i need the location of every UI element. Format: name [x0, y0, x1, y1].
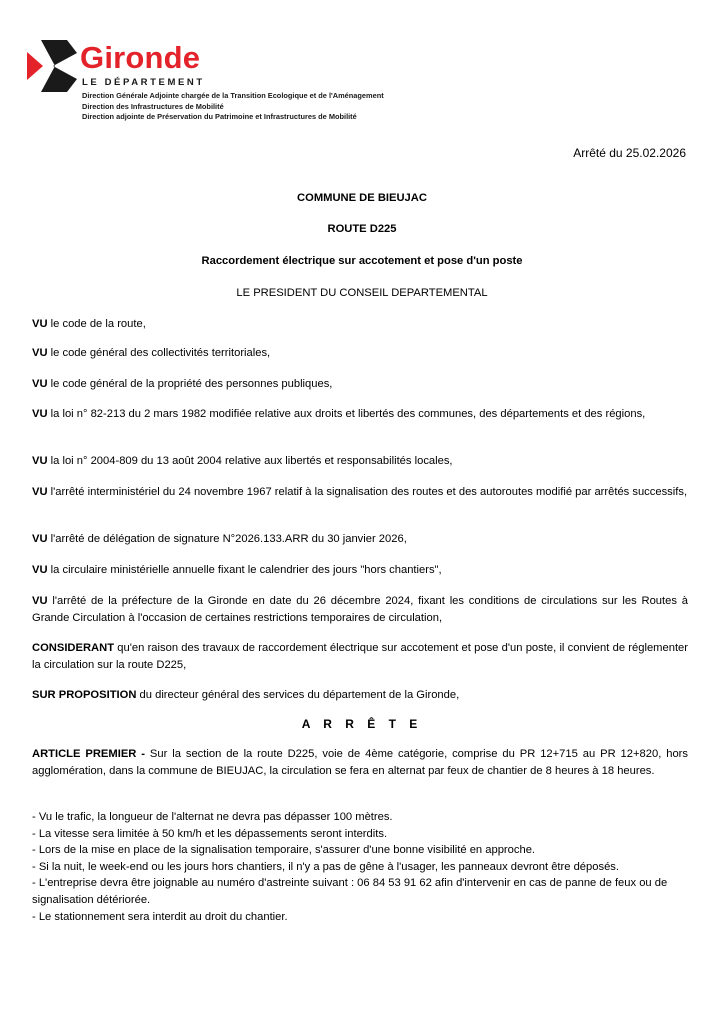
vu-paragraph: VU le code de la route, [32, 318, 146, 330]
commune-title: COMMUNE DE BIEUJAC [297, 192, 427, 204]
vu-paragraph: VU l'arrêté de la préfecture de la Gironde en date du 26 décembre 2024, fixant les conditions de circulations sur les Routes à Grande Circulation à l'occasion de certaines restrictions temporaires de circulation, [32, 595, 688, 624]
vu-paragraph: VU la loi n° 2004-809 du 13 août 2004 relative aux libertés et responsabilités locales, [32, 455, 453, 467]
direction-line: Direction adjointe de Préservation du Patrimoine et Infrastructures de Mobilité [82, 112, 357, 121]
president-title: LE PRESIDENT DU CONSEIL DEPARTEMENTAL [236, 287, 488, 299]
list-item: - Si la nuit, le week-end ou les jours hors chantiers, il n'y a pas de gêne à l'usager, les panneaux devront être déposés. [32, 860, 619, 873]
proposition-paragraph: SUR PROPOSITION du directeur général des services du département de la Gironde, [32, 689, 460, 701]
vu-paragraph: VU l'arrêté de délégation de signature N°2026.133.ARR du 30 janvier 2026, [32, 533, 407, 545]
article-premier: ARTICLE PREMIER - Sur la section de la route D225, voie de 4ème catégorie, comprise du PR 12+715 au PR 12+820, hors agglomération, dans la commune de BIEUJAC, la circulation se fera en alternat par feux de chantier de 8 heures à 18 heures. [32, 748, 688, 777]
vu-paragraph: VU le code général des collectivités territoriales, [32, 347, 271, 359]
list-item: - Le stationnement sera interdit au droit du chantier. [32, 910, 288, 923]
direction-line: Direction des Infrastructures de Mobilité [82, 101, 224, 111]
vu-paragraph: VU la circulaire ministérielle annuelle fixant le calendrier des jours "hors chantiers", [32, 564, 442, 576]
vu-paragraph: VU la loi n° 82-213 du 2 mars 1982 modifiée relative aux droits et libertés des communes, des départements et des régions, [32, 408, 646, 420]
vu-paragraph: VU le code général de la propriété des personnes publiques, [32, 378, 333, 390]
list-item: - L'entreprise devra être joignable au numéro d'astreinte suivant : 06 84 53 91 62 afin d'intervenir en cas de panne de feux ou de signalisation détériorée. [32, 877, 668, 906]
considerant-paragraph: CONSIDERANT qu'en raison des travaux de raccordement électrique sur accotement et pose d'un poste, il convient de réglementer la circulation sur la route D225, [32, 642, 688, 671]
logo-name: Gironde [80, 40, 201, 75]
vu-paragraph: VU l'arrêté interministériel du 24 novembre 1967 relatif à la signalisation des routes et des autoroutes modifié par arrêtés successifs, [32, 486, 688, 498]
list-item: - La vitesse sera limitée à 50 km/h et les dépassements seront interdits. [32, 827, 388, 840]
arrete-heading: A R R Ê T E [301, 717, 423, 731]
arrete-date: Arrêté du 25.02.2026 [573, 146, 686, 160]
list-item: - Vu le trafic, la longueur de l'alternat ne devra pas dépasser 100 mètres. [32, 811, 393, 823]
conditions-list [32, 809, 688, 925]
subject-title: Raccordement électrique sur accotement et pose d'un poste [201, 255, 523, 267]
gironde-logo-icon [27, 40, 77, 92]
directions-block [82, 91, 384, 123]
direction-line: Direction Générale Adjointe chargée de la Transition Ecologique et de l'Aménagement [82, 91, 384, 100]
list-item: - Lors de la mise en place de la signalisation temporaire, s'assurer d'une bonne visibilité en approche. [32, 844, 536, 857]
route-title: ROUTE D225 [327, 223, 397, 235]
logo-subtitle: LE DÉPARTEMENT [82, 77, 205, 88]
